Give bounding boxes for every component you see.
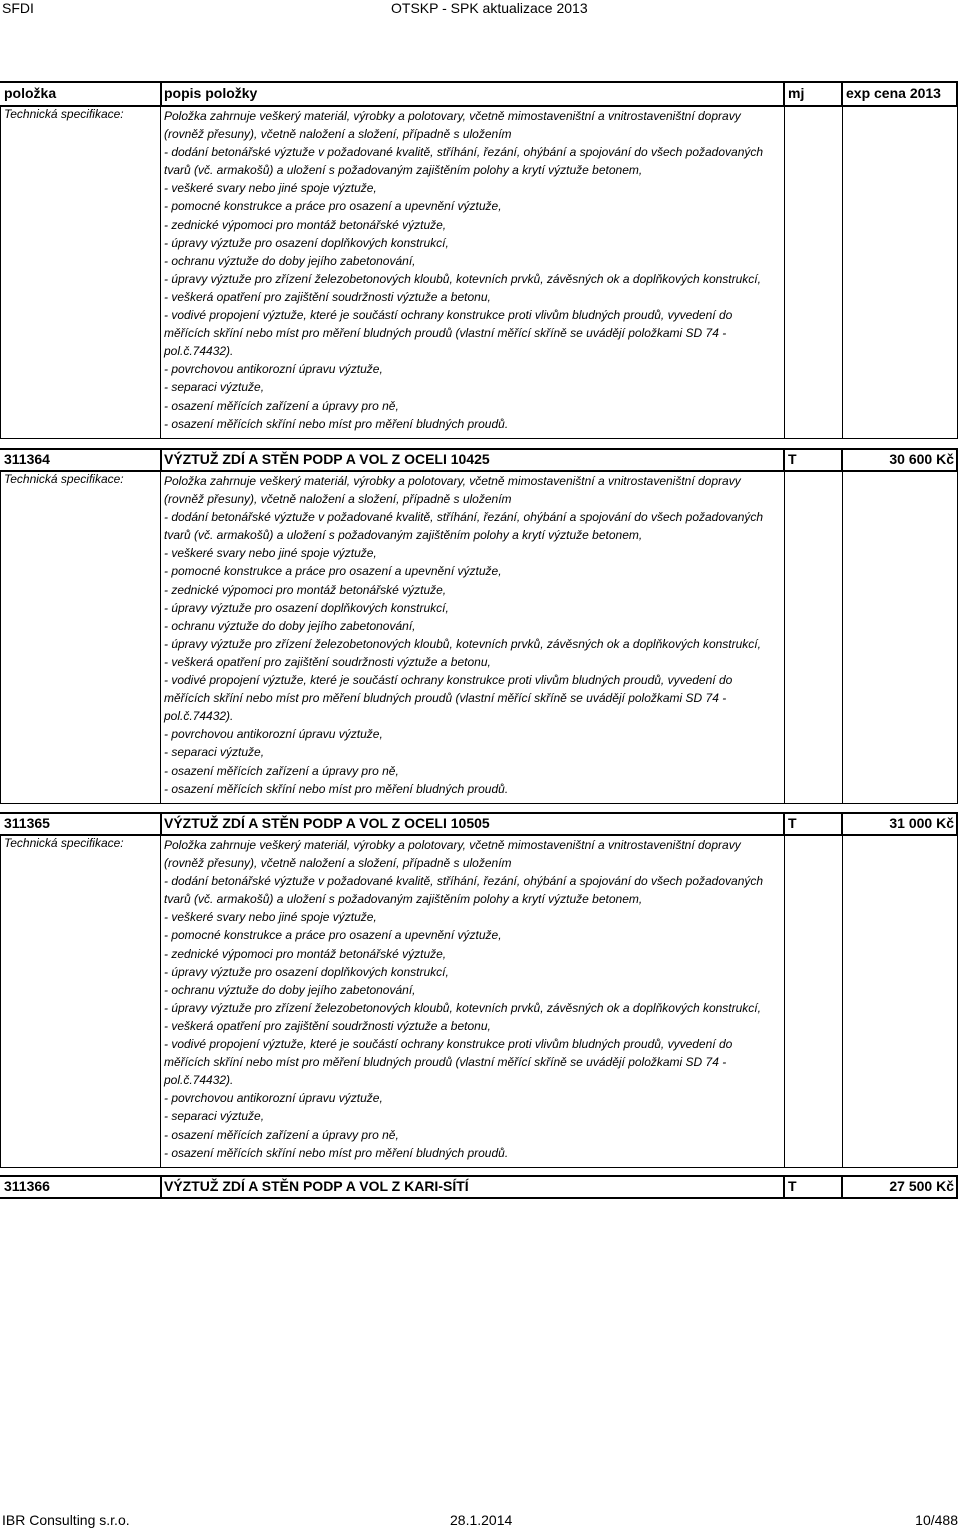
spec-line: tvarů (vč. armakošů) a uložení s požadovaným zajištěním polohy a krytí výztuže betonem, [164, 892, 643, 907]
spec-line: Položka zahrnuje veškerý materiál, výrobky a polotovary, včetně mimostaveništní a vnitrostaveništní dopravy [164, 474, 741, 488]
spec-line: - osazení měřících zařízení a úpravy pro ně, [164, 1127, 399, 1142]
spec-line: - zednické výpomoci pro montáž betonářské výztuže, [164, 217, 447, 232]
spec-line: - separaci výztuže, [164, 745, 265, 760]
item-desc: VÝZTUŽ ZDÍ A STĚN PODP A VOL Z OCELI 10505 [164, 815, 490, 831]
header-title: OTSKP - SPK aktualizace 2013 [391, 0, 588, 16]
tech-spec-label: Technická specifikace: [4, 472, 124, 486]
spec-list [164, 836, 784, 1162]
spec-line: - pomocné konstrukce a práce pro osazení a upevnění výztuže, [164, 199, 502, 214]
spec-line: pol.č.74432). [164, 1073, 234, 1088]
spec-line: - osazení měřících zařízení a úpravy pro ně, [164, 398, 399, 413]
spec-line: - povrchovou antikorozní úpravu výztuže, [164, 727, 383, 742]
spec-line: - dodání betonářské výztuže v požadované kvalitě, stříhání, řezání, ohýbání a spojování do všech požadovaných [164, 874, 764, 889]
spec-line: - veškeré svary nebo jiné spoje výztuže, [164, 910, 377, 925]
col-polozka: položka [4, 85, 57, 101]
item-mj: T [788, 451, 797, 467]
spec-line: - pomocné konstrukce a práce pro osazení a upevnění výztuže, [164, 928, 502, 943]
item-price: 30 600 Kč [889, 451, 954, 467]
spec-line: - vodivé propojení výztuže, které je součástí ochrany konstrukce proti vlivům bludných proudů, vyvedení do [164, 673, 733, 688]
col-mj: mj [788, 85, 805, 101]
spec-line: - osazení měřících zařízení a úpravy pro ně, [164, 763, 399, 778]
spec-line: - ochranu výztuže do doby jejího zabetonování, [164, 253, 416, 268]
spec-block-2 [0, 834, 958, 1168]
spec-line: pol.č.74432). [164, 709, 234, 724]
spec-line: - úpravy výztuže pro zřízení železobetonových kloubů, kotevních prvků, závěsných ok a doplňkových konstrukcí, [164, 636, 761, 651]
spec-line: měřících skříní nebo míst pro měření bludných proudů (vlastní měřící skříně se uvádějí položkami SD 74 - [164, 1055, 727, 1070]
column-header-row [0, 81, 958, 107]
item-price: 27 500 Kč [889, 1178, 954, 1194]
item-desc: VÝZTUŽ ZDÍ A STĚN PODP A VOL Z OCELI 10425 [164, 451, 490, 467]
item-mj: T [788, 815, 797, 831]
spec-line: - dodání betonářské výztuže v požadované kvalitě, stříhání, řezání, ohýbání a spojování do všech požadovaných [164, 145, 764, 160]
spec-line: - úpravy výztuže pro osazení doplňkových konstrukcí, [164, 600, 449, 615]
spec-block-1 [0, 470, 958, 804]
spec-line: (rovněž přesuny), včetně naložení a složení, případně s uložením [164, 127, 512, 142]
spec-line: - úpravy výztuže pro zřízení železobetonových kloubů, kotevních prvků, závěsných ok a doplňkových konstrukcí, [164, 1000, 761, 1015]
spec-line: měřících skříní nebo míst pro měření bludných proudů (vlastní měřící skříně se uvádějí položkami SD 74 - [164, 326, 727, 341]
spec-line: - osazení měřících skříní nebo míst pro měření bludných proudů. [164, 781, 509, 796]
col-cena: exp cena 2013 [846, 85, 941, 101]
spec-line: - ochranu výztuže do doby jejího zabetonování, [164, 982, 416, 997]
spec-line: - dodání betonářské výztuže v požadované kvalitě, stříhání, řezání, ohýbání a spojování do všech požadovaných [164, 510, 764, 525]
spec-line: tvarů (vč. armakošů) a uložení s požadovaným zajištěním polohy a krytí výztuže betonem, [164, 163, 643, 178]
tech-spec-label: Technická specifikace: [4, 107, 124, 121]
spec-line: - vodivé propojení výztuže, které je součástí ochrany konstrukce proti vlivům bludných proudů, vyvedení do [164, 1037, 733, 1052]
spec-line: - ochranu výztuže do doby jejího zabetonování, [164, 618, 416, 633]
spec-line: - separaci výztuže, [164, 380, 265, 395]
spec-line: (rovněž přesuny), včetně naložení a složení, případně s uložením [164, 492, 512, 507]
spec-line: tvarů (vč. armakošů) a uložení s požadovaným zajištěním polohy a krytí výztuže betonem, [164, 528, 643, 543]
spec-line: (rovněž přesuny), včetně naložení a složení, případně s uložením [164, 856, 512, 871]
spec-line: - veškeré svary nebo jiné spoje výztuže, [164, 546, 377, 561]
spec-line: - separaci výztuže, [164, 1109, 265, 1124]
footer-page-number: 10/488 [915, 1512, 958, 1528]
spec-line: - povrchovou antikorozní úpravu výztuže, [164, 362, 383, 377]
spec-line: - úpravy výztuže pro osazení doplňkových konstrukcí, [164, 235, 449, 250]
spec-line: - pomocné konstrukce a práce pro osazení a upevnění výztuže, [164, 564, 502, 579]
tech-spec-label: Technická specifikace: [4, 836, 124, 850]
spec-line: - zednické výpomoci pro montáž betonářské výztuže, [164, 582, 447, 597]
item-mj: T [788, 1178, 797, 1194]
spec-line: - povrchovou antikorozní úpravu výztuže, [164, 1091, 383, 1106]
spec-line: - úpravy výztuže pro zřízení železobetonových kloubů, kotevních prvků, závěsných ok a doplňkových konstrukcí, [164, 271, 761, 286]
spec-line: Položka zahrnuje veškerý materiál, výrobky a polotovary, včetně mimostaveništní a vnitrostaveništní dopravy [164, 838, 741, 852]
spec-line: Položka zahrnuje veškerý materiál, výrobky a polotovary, včetně mimostaveništní a vnitrostaveništní dopravy [164, 109, 741, 123]
item-code: 311364 [4, 451, 50, 467]
header-left: SFDI [2, 0, 34, 16]
spec-line: - veškeré svary nebo jiné spoje výztuže, [164, 181, 377, 196]
spec-line: - osazení měřících skříní nebo míst pro měření bludných proudů. [164, 1145, 509, 1160]
spec-line: pol.č.74432). [164, 344, 234, 359]
item-price: 31 000 Kč [889, 815, 954, 831]
spec-line: - veškerá opatření pro zajištění soudržnosti výztuže a betonu, [164, 289, 491, 304]
item-title-row [0, 812, 958, 836]
spec-line: měřících skříní nebo míst pro měření bludných proudů (vlastní měřící skříně se uvádějí položkami SD 74 - [164, 691, 727, 706]
item-title-row [0, 448, 958, 472]
spec-block-0 [0, 105, 958, 439]
spec-list [164, 107, 784, 433]
spec-line: - vodivé propojení výztuže, které je součástí ochrany konstrukce proti vlivům bludných proudů, vyvedení do [164, 308, 733, 323]
item-desc: VÝZTUŽ ZDÍ A STĚN PODP A VOL Z KARI-SÍTÍ [164, 1178, 469, 1194]
spec-line: - zednické výpomoci pro montáž betonářské výztuže, [164, 946, 447, 961]
spec-line: - úpravy výztuže pro osazení doplňkových konstrukcí, [164, 964, 449, 979]
spec-list [164, 472, 784, 798]
footer-company: IBR Consulting s.r.o. [2, 1512, 130, 1528]
item-title-row [0, 1175, 958, 1199]
item-code: 311366 [4, 1178, 50, 1194]
col-popis: popis položky [164, 85, 258, 101]
footer-date: 28.1.2014 [450, 1512, 513, 1528]
item-code: 311365 [4, 815, 50, 831]
spec-line: - veškerá opatření pro zajištění soudržnosti výztuže a betonu, [164, 1018, 491, 1033]
spec-line: - veškerá opatření pro zajištění soudržnosti výztuže a betonu, [164, 654, 491, 669]
spec-line: - osazení měřících skříní nebo míst pro měření bludných proudů. [164, 416, 509, 431]
